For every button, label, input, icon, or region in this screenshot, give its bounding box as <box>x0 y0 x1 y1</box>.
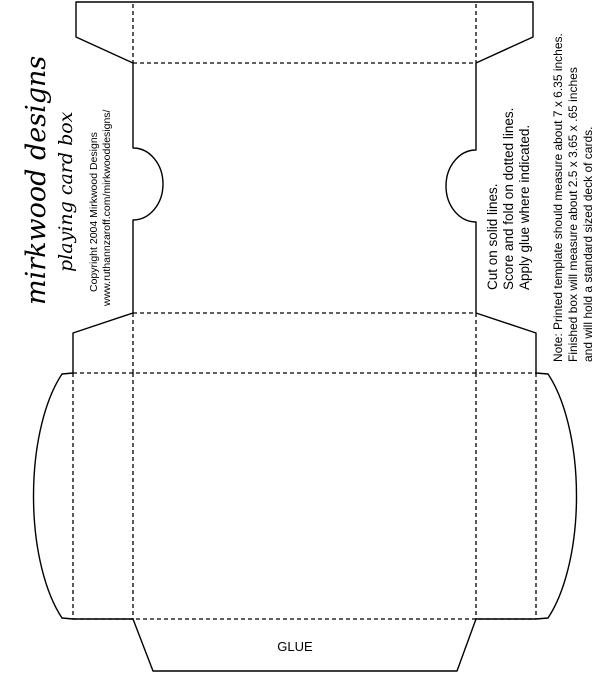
note-line-1: Note: Printed template should measure about 7 x 6.35 inches. <box>551 33 565 362</box>
fold-lines <box>73 4 536 619</box>
brand-name: mirkwood designs <box>21 55 52 305</box>
cut-lines <box>34 2 577 671</box>
note-line-3: and will hold a standard sized deck of cards. <box>581 126 595 362</box>
top-tuck-flap-outline <box>76 2 533 63</box>
note-line-2: Finished box will measure about 2.5 x 3.65 x .65 inches <box>566 67 580 362</box>
glue-label: GLUE <box>277 639 313 654</box>
left-rounded-flap-outline <box>34 373 73 619</box>
right-rounded-flap-outline <box>536 373 576 619</box>
right-dust-flap-outline <box>476 313 536 373</box>
right-body-edge <box>446 63 476 313</box>
instruction-line-2: Score and fold on dotted lines. <box>501 107 516 290</box>
instruction-line-1: Cut on solid lines. <box>485 183 500 290</box>
left-dust-flap-outline <box>73 313 133 373</box>
website-text: www.ruthannzaroff.com/mirkwooddesigns/ <box>101 109 113 306</box>
copyright-text: Copyright 2004 Mirkwood Designs <box>88 132 100 292</box>
instruction-line-3: Apply glue where indicated. <box>517 124 532 290</box>
product-name: playing card box <box>55 111 77 272</box>
left-body-edge <box>133 63 163 313</box>
